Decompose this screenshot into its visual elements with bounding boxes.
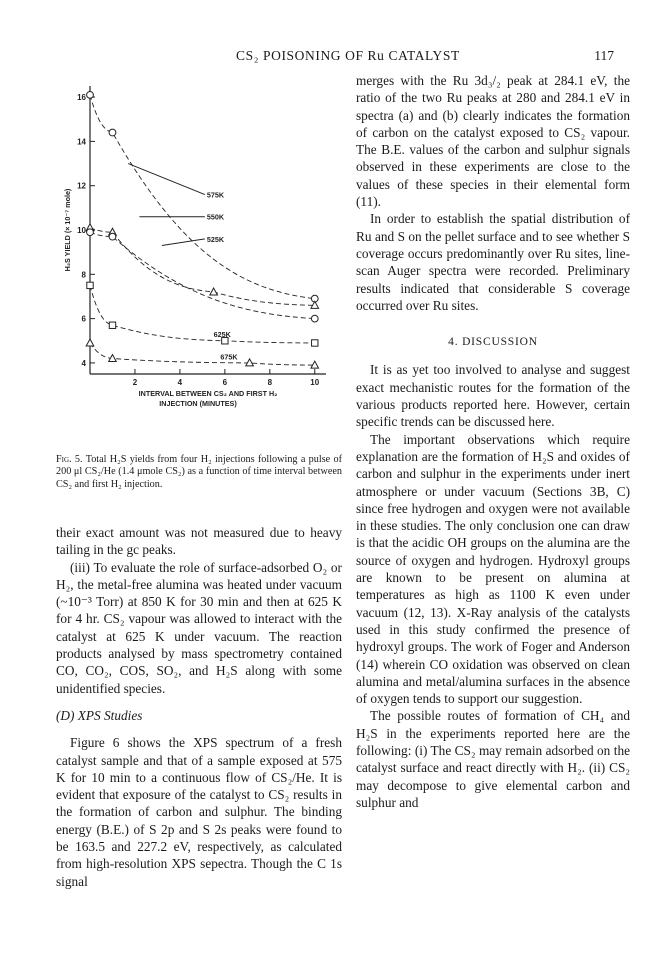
y-tick-label: 8: [81, 270, 86, 280]
right-column: [356, 72, 630, 811]
data-point-675k: [86, 339, 94, 346]
running-title: CS₂ POISONING OF Ru CATALYST: [236, 48, 460, 63]
right-paragraph-5: The possible routes of formation of CH₄ and H₂S in the experiments reported here are the following: (i) The CS₂ may remain adsorbed on the catalyst surface and react directly with H₂. (ii) CS₂ may decompose to give elemental carbon and sulphur and: [356, 708, 630, 810]
series-label-550k: 550K: [206, 212, 225, 222]
x-tick-label: 2: [132, 378, 138, 387]
data-point-675k: [246, 359, 254, 366]
y-axis-label: H₂S YIELD (× 10⁻⁷ mole): [63, 188, 72, 272]
caption-text: Total H₂S yields from four H₂ injections following a pulse of 200 μl CS₂/He (1.4 μmole CS₂) as a function of time interval between CS₂ and first H₂ injection.: [56, 454, 342, 490]
left-paragraph-3: Figure 6 shows the XPS spectrum of a fresh catalyst sample and that of a sample exposed at 575 K for 10 min to a continuous flow of CS₂/He. It is evident that exposure of the catalyst to CS₂ results in the formation of carbon and sulphur. The binding energy (B.E.) of S 2p and S 2s peaks were found to be 163.5 and 227.2 eV, respectively, as calculated from high-resolution XPS sepectra. Though the C 1s signal: [56, 735, 342, 889]
data-point-550k: [210, 288, 218, 295]
x-tick-label: 8: [267, 378, 273, 387]
caption-label: Fig. 5.: [56, 454, 83, 465]
y-tick-label: 6: [81, 314, 86, 324]
x-tick-label: 10: [310, 378, 320, 387]
section-heading-xps: (D) XPS Studies: [56, 707, 143, 723]
x-tick-label: 6: [222, 378, 228, 387]
data-point-575k: [109, 129, 116, 136]
series-line-625k: [90, 285, 315, 343]
left-paragraph-1: their exact amount was not measured due to heavy tailing in the gc peaks.: [56, 525, 342, 558]
h2s-yield-chart: [56, 78, 342, 448]
series-label-525k: 525K: [206, 234, 225, 244]
page-header: [0, 48, 672, 68]
data-point-675k: [311, 361, 319, 368]
y-tick-label: 14: [77, 137, 86, 147]
section-heading-discussion: 4. DISCUSSION: [448, 336, 538, 349]
data-point-625k: [87, 282, 93, 288]
left-column: [56, 524, 342, 890]
right-paragraph-2: In order to establish the spatial distribution of Ru and S on the pellet surface and to see whether S coverage occurs predominantly over Ru sites, line-scan Auger spectra were recorded. Preliminary results indicated that considerable S coverage occurred over Ru sites.: [356, 211, 630, 313]
leader-line-575k: [128, 164, 205, 195]
right-paragraph-3: It is as yet too involved to analyse and suggest exact mechanistic routes for the formation of the various products reported here. However, certain specific trends can be discussed here.: [356, 362, 630, 430]
series-label-675k: 675K: [220, 352, 238, 362]
data-point-525k: [311, 315, 318, 322]
x-tick-label: 4: [177, 378, 183, 387]
data-point-525k: [109, 233, 116, 240]
data-point-625k: [312, 340, 318, 346]
data-point-525k: [87, 229, 94, 236]
x-axis-label: INTERVAL BETWEEN CS₂ AND FIRST H₂: [138, 389, 278, 398]
left-paragraph-2: (iii) To evaluate the role of surface-adsorbed O₂ or H₂, the metal-free alumina was heated under vacuum (~10⁻³ Torr) at 850 K for 30 min and then at 625 K for 4 hr. CS₂ vapour was allowed to interact with the catalyst at 625 K under vacuum. The reaction products analysed by mass spectrometry contained CO, CO₂, COS, SO₂, and H₂S along with some unidentified species.: [56, 559, 342, 696]
data-point-625k: [109, 322, 115, 328]
series-label-575k: 575K: [206, 190, 225, 200]
right-paragraph-4: The important observations which require explanation are the formation of H₂S and oxides of carbon and sulphur in the experiments under inert atmosphere or under vacuum (Sections 3B, C) since free hydrogen and oxygen were not available in these studies. The only conclusion one can draw is that the acidic OH groups on the alumina are the source of oxygen and hydrogen. Hydroxyl groups are known to be present on alumina at temperatures as high as 1100 K even under vacuum (12, 13). X-Ray analysis of the catalysts used in this study confirmed the presence of hydroxyl groups. The work of Foger and Anderson (14) wherein CO oxidation was observed on clean alumina and metal/alumina surfaces in the absence of oxygen tends to support our suggestion.: [356, 431, 630, 707]
series-line-675k: [90, 343, 315, 365]
y-tick-label: 10: [77, 226, 86, 235]
right-paragraph-1: merges with the Ru 3d₃/₂ peak at 284.1 eV, the ratio of the two Ru peaks at 280 and 284.1 eV in spectra (a) and (b) clearly indicates the formation of carbon on the catalyst exposed to CS₂ vapour. The B.E. values of the carbon and sulphur signals observed in these experiments are close to the values of these species in their elemental form (11).: [356, 73, 630, 210]
data-point-575k: [87, 91, 94, 98]
y-tick-label: 16: [77, 93, 86, 103]
series-label-625k: 625K: [213, 330, 231, 340]
y-tick-label: 12: [77, 181, 86, 191]
figure-caption: [56, 454, 342, 491]
series-line-575k: [90, 95, 315, 299]
page-number: 117: [594, 48, 614, 63]
y-tick-label: 4: [81, 358, 86, 368]
figure-5: [56, 78, 342, 448]
x-axis-label-line2: INJECTION (MINUTES): [159, 399, 237, 408]
leader-line-525k: [162, 239, 205, 246]
